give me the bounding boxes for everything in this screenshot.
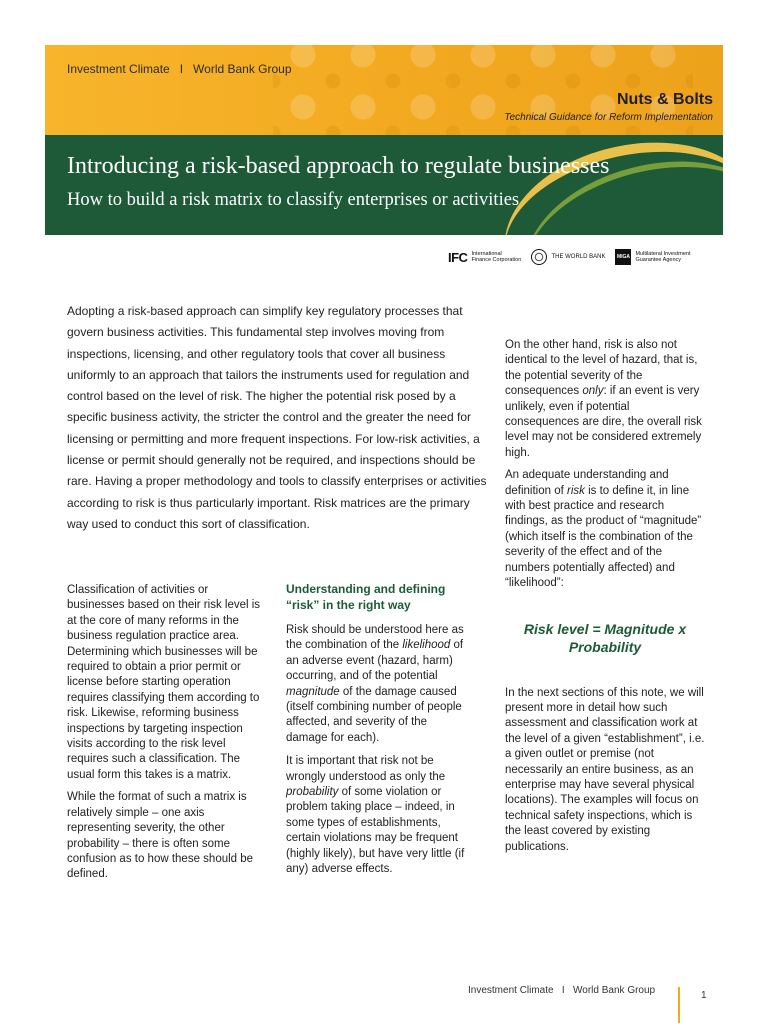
title-bar	[45, 135, 723, 235]
miga-mark: MIGA	[615, 249, 631, 265]
col3-paragraph-2: An adequate understanding and definition of risk is to define it, in line with best practice and research findings, as the product of “magnitude” (which itself is the combination of the severity of the effect and of the numbers potentially affected) and “likelihood”:	[505, 469, 702, 590]
col1-paragraph-2: While the format of such a matrix is relatively simple – one axis representing severity, the other probability – there is often some confusion as to how these should be defined.	[67, 791, 254, 881]
world-bank-logo	[531, 249, 605, 265]
miga-logo-text: Multilateral Investment Guarantee Agency	[635, 251, 691, 263]
section-heading: Understanding and defining “risk” in the right way	[286, 582, 446, 612]
partner-logos	[448, 246, 728, 268]
col3-paragraph-1: On the other hand, risk is also not identical to the level of hazard, that is, the potential severity of the consequences only: if an event is very unlikely, even if potential consequences are dire, the overall risk level may not be considered extremely high.	[505, 339, 702, 459]
column-middle	[286, 581, 471, 886]
series-title: Nuts & Bolts	[617, 91, 713, 108]
ifc-logo-text: International Finance Corporation	[471, 251, 522, 263]
col3-paragraph-3: In the next sections of this note, we will present more in detail how such assessment and classification work at the level of a given “establishment”, i.e. a given outlet or premise (not necessarily an entire business, as an enterprise may have several physical locations). The examples will focus on technical safety inspections, which is the least covered by existing publications.	[505, 686, 705, 853]
col2-paragraph-1: Risk should be understood here as the combination of the likelihood of an adverse event (hazard, harm) occurring, and of the potential magnitude of the damage caused (itself combining number of people affected, and severity of the damage for each).	[286, 624, 464, 744]
header-banner	[45, 45, 723, 135]
document-title: Introducing a risk-based approach to regulate businesses	[67, 153, 610, 179]
globe-icon	[531, 249, 547, 265]
risk-formula: Risk level = Magnitude x Probability	[523, 620, 687, 655]
page-number: 1	[701, 990, 707, 1001]
intro-paragraph: Adopting a risk-based approach can simplify key regulatory processes that govern business activities. This fundamental step involves moving from inspections, licensing, and other regulatory tools that cover all business uniformly to an approach that tailors the instruments used for regulation and control based on the level of risk. The higher the potential risk posed by a specific business activity, the stricter the control and the greater the need for licensing or permitting and more frequent inspections. For low-risk activities, a license or permit should generally not be required, and inspections should be rare. Having a proper methodology and tools to classify enterprises or activities according to risk is thus particularly important. Risk matrices are the primary way used to conduct this sort of classification.	[67, 304, 487, 531]
column-right	[505, 338, 705, 862]
column-left	[67, 583, 263, 890]
series-subtitle: Technical Guidance for Reform Implementation	[504, 112, 713, 123]
header-org-label: Investment Climate I World Bank Group	[67, 62, 292, 76]
world-bank-logo-text: THE WORLD BANK	[551, 254, 606, 260]
ifc-mark: IFC	[448, 249, 468, 265]
col1-paragraph-1: Classification of activities or businesses based on their risk level is at the core of many reforms in the business regulation practice area. Determining which businesses will be required to obtain a prior permit or license before starting operation requires classifying them according to risk. Likewise, reforming business inspections by targeting inspection visits according to the risk level requires such a classification. The usual form this takes is a matrix.	[67, 584, 261, 781]
miga-logo	[615, 249, 697, 265]
footer-accent-bar	[678, 987, 680, 1023]
ifc-logo	[448, 250, 521, 265]
footer-org-label: Investment Climate I World Bank Group	[468, 985, 656, 996]
document-subtitle: How to build a risk matrix to classify enterprises or activities	[67, 190, 520, 210]
col2-paragraph-2: It is important that risk not be wrongly understood as only the probability of some violation or problem taking place – indeed, in some types of establishments, certain violations may be frequent (highly likely), but have very little (if any) adverse effects.	[286, 755, 465, 876]
